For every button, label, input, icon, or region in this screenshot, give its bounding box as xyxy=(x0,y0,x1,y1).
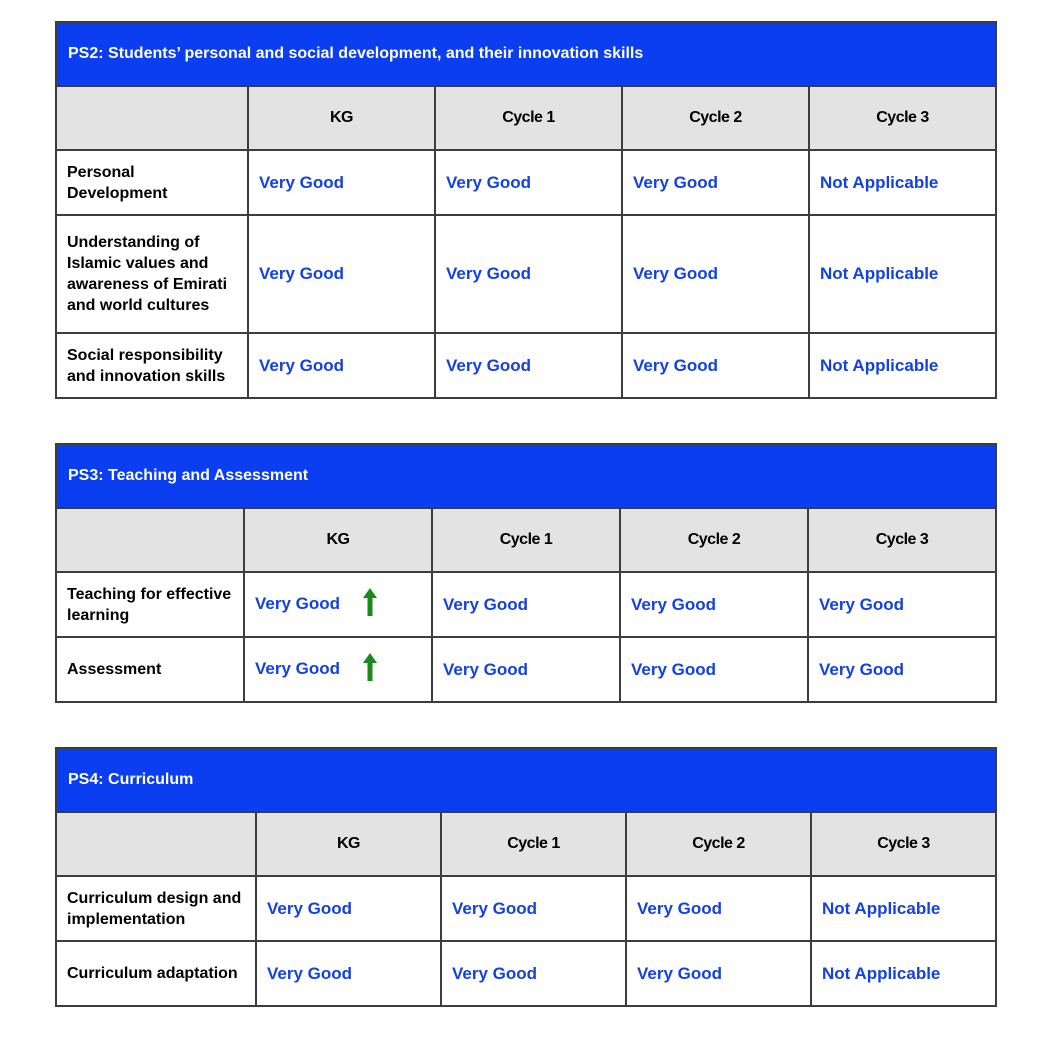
corner-cell xyxy=(56,812,256,876)
rating-cell: Very Good xyxy=(256,876,441,941)
rating-cell: Very Good xyxy=(256,941,441,1006)
corner-cell xyxy=(56,508,244,572)
rating-cell: Very Good xyxy=(435,150,622,215)
rating-text: Very Good xyxy=(255,658,341,678)
ps3-title: PS3: Teaching and Assessment xyxy=(56,444,996,508)
rating-cell: Very Good xyxy=(620,637,808,702)
col-header-cycle2: Cycle 2 xyxy=(620,508,808,572)
rating-cell: Very Good xyxy=(248,215,435,333)
col-header-cycle1: Cycle 1 xyxy=(441,812,626,876)
row-label: Social responsibility and innovation skills xyxy=(56,333,248,398)
col-header-cycle2: Cycle 2 xyxy=(622,86,809,150)
ps2-table xyxy=(55,21,997,399)
rating-cell: Very Good xyxy=(435,215,622,333)
rating-cell: Very Good xyxy=(432,572,620,637)
ps4-title: PS4: Curriculum xyxy=(56,748,996,812)
rating-cell: Not Applicable xyxy=(809,150,996,215)
table-row xyxy=(56,215,996,333)
ps2-title: PS2: Students’ personal and social development, and their innovation skills xyxy=(56,22,996,86)
row-label: Teaching for effective learning xyxy=(56,572,244,637)
ps4-table xyxy=(55,747,997,1007)
table-row xyxy=(56,941,996,1006)
table-row xyxy=(56,150,996,215)
col-header-cycle1: Cycle 1 xyxy=(432,508,620,572)
rating-cell: Very Good xyxy=(432,637,620,702)
rating-cell: Very Good xyxy=(622,333,809,398)
rating-cell: Very Good xyxy=(435,333,622,398)
rating-cell xyxy=(244,572,432,637)
col-header-cycle3: Cycle 3 xyxy=(811,812,996,876)
rating-cell: Very Good xyxy=(248,150,435,215)
rating-cell: Not Applicable xyxy=(811,941,996,1006)
rating-cell xyxy=(244,637,432,702)
rating-cell: Very Good xyxy=(808,637,996,702)
rating-cell: Very Good xyxy=(441,941,626,1006)
ps3-table xyxy=(55,443,997,703)
rating-cell: Very Good xyxy=(808,572,996,637)
table-row xyxy=(56,876,996,941)
col-header-kg: KG xyxy=(248,86,435,150)
row-label: Curriculum design and implementation xyxy=(56,876,256,941)
row-label: Personal Development xyxy=(56,150,248,215)
col-header-kg: KG xyxy=(256,812,441,876)
col-header-cycle3: Cycle 3 xyxy=(808,508,996,572)
rating-cell: Very Good xyxy=(626,876,811,941)
col-header-cycle2: Cycle 2 xyxy=(626,812,811,876)
up-arrow-icon xyxy=(363,653,377,686)
rating-cell: Not Applicable xyxy=(811,876,996,941)
corner-cell xyxy=(56,86,248,150)
rating-cell: Not Applicable xyxy=(809,215,996,333)
table-row xyxy=(56,637,996,702)
col-header-kg: KG xyxy=(244,508,432,572)
rating-cell: Very Good xyxy=(441,876,626,941)
table-row xyxy=(56,572,996,637)
col-header-cycle1: Cycle 1 xyxy=(435,86,622,150)
rating-cell: Not Applicable xyxy=(809,333,996,398)
row-label: Curriculum adaptation xyxy=(56,941,256,1006)
row-label: Understanding of Islamic values and awareness of Emirati and world cultures xyxy=(56,215,248,333)
rating-cell: Very Good xyxy=(622,150,809,215)
col-header-cycle3: Cycle 3 xyxy=(809,86,996,150)
rating-cell: Very Good xyxy=(622,215,809,333)
rating-cell: Very Good xyxy=(248,333,435,398)
table-row xyxy=(56,333,996,398)
rating-text: Very Good xyxy=(255,593,341,613)
rating-cell: Very Good xyxy=(620,572,808,637)
up-arrow-icon xyxy=(363,588,377,621)
rating-cell: Very Good xyxy=(626,941,811,1006)
row-label: Assessment xyxy=(56,637,244,702)
